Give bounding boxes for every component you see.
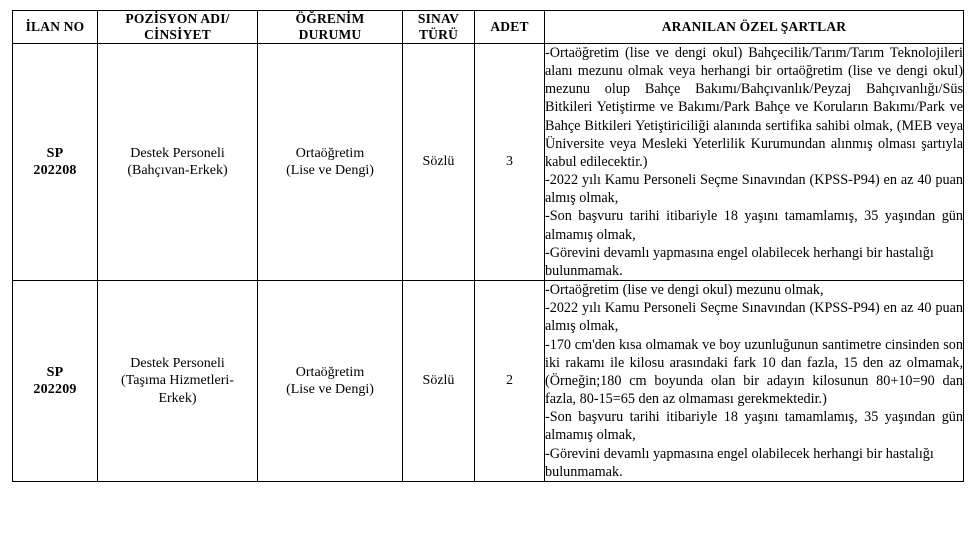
cell-adet: 2	[475, 281, 545, 482]
column-header-sinav-line1: SINAV	[417, 11, 460, 26]
table-header	[13, 11, 964, 44]
ogrenim-line1: Ortaöğretim	[295, 364, 365, 380]
cell-pozisyon	[98, 43, 258, 280]
cell-pozisyon	[98, 281, 258, 482]
column-header-adet-text: ADET	[490, 18, 529, 34]
sart-item: -2022 yılı Kamu Personeli Seçme Sınavından (KPSS-P94) en az 40 puan almış olmak,	[545, 172, 963, 207]
column-header-pozisyon-line2: CİNSİYET	[144, 26, 211, 42]
column-header-ogrenim	[258, 11, 403, 44]
sart-item: -Görevini devamlı yapmasına engel olabilecek herhangi bir hastalığı bulunmamak.	[545, 244, 934, 279]
column-header-pozisyon	[98, 11, 258, 44]
pozisyon-line3: Erkek)	[158, 390, 197, 406]
cell-ozel-sartlar	[545, 281, 964, 482]
cell-sinav-turu: Sözlü	[403, 281, 475, 482]
sart-item: -170 cm'den kısa olmamak ve boy uzunluğunun santimetre cinsinden son iki rakamı ile kilosu arasındaki fark 10 dan fazla, 15 den az olmamak, (Örneğin;180 cm boyunda olan bir adayın kilosunun 80+10=90 dan fazla, 80-15=65 den az olmaması gerekmektedir.)	[545, 336, 963, 408]
table-body	[13, 43, 964, 481]
column-header-pozisyon-line1: POZİSYON ADI/	[125, 11, 230, 26]
pozisyon-line1: Destek Personeli	[130, 145, 225, 161]
column-header-sinav-turu	[403, 11, 475, 44]
sart-item: -Ortaöğretim (lise ve dengi okul) Bahçecilik/Tarım/Tarım Teknolojileri alanı mezunu olmak veya herhangi bir ortaöğretim (lise ve dengi okul) mezunu olup Bahçe Bakımı/Bahçıvanlık/Peyzaj Bahçıvanlığı/Süs Bitkileri Yetiştirme ve Bakımı/Park Bahçe ve Koruların Bakımı/Park ve Bahçe Bitkileri Yetiştiriciliği alanında sertifika sahibi olmak, (MEB veya Üniversite veya Mesleki Yeterlilik Kurumundan alınmış olması şartıyla kabul edilecektir.)	[545, 44, 963, 170]
sart-item: -2022 yılı Kamu Personeli Seçme Sınavından (KPSS-P94) en az 40 puan almış olmak,	[545, 300, 963, 335]
cell-sinav-turu: Sözlü	[403, 43, 475, 280]
cell-ilan-no	[13, 43, 98, 280]
column-header-ogrenim-line2: DURUMU	[298, 26, 362, 42]
ilan-no-line2: 202209	[33, 382, 77, 398]
cell-ogrenim-durumu	[258, 43, 403, 280]
column-header-adet	[475, 11, 545, 44]
cell-adet: 3	[475, 43, 545, 280]
table-row	[13, 281, 964, 482]
pozisyon-line2: (Bahçıvan-Erkek)	[127, 162, 228, 178]
sart-item: -Görevini devamlı yapmasına engel olabilecek herhangi bir hastalığı bulunmamak.	[545, 445, 934, 480]
table-row	[13, 43, 964, 280]
job-announcement-table	[12, 10, 964, 482]
column-header-sinav-line2: TÜRÜ	[418, 26, 459, 42]
column-header-sartlar-text: ARANILAN ÖZEL ŞARTLAR	[661, 18, 847, 34]
sart-item: -Son başvuru tarihi itibariyle 18 yaşını tamamlamış, 35 yaşından gün almamış olmak,	[545, 208, 963, 243]
pozisyon-line2: (Taşıma Hizmetleri-	[121, 373, 234, 389]
cell-ozel-sartlar	[545, 43, 964, 280]
cell-ilan-no	[13, 281, 98, 482]
table-header-row	[13, 11, 964, 44]
ogrenim-line2: (Lise ve Dengi)	[286, 382, 374, 398]
column-header-ozel-sartlar	[545, 11, 964, 44]
ogrenim-line2: (Lise ve Dengi)	[286, 162, 374, 178]
sart-item: -Ortaöğretim (lise ve dengi okul) mezunu olmak,	[545, 282, 824, 299]
column-header-ilan-no-text: İLAN NO	[25, 18, 85, 34]
column-header-ogrenim-line1: ÖĞRENİM	[295, 11, 365, 26]
ilan-no-line1: SP	[46, 364, 64, 380]
cell-ogrenim-durumu	[258, 281, 403, 482]
ogrenim-line1: Ortaöğretim	[295, 145, 365, 161]
pozisyon-line1: Destek Personeli	[130, 356, 225, 372]
ilan-no-line1: SP	[46, 145, 64, 161]
ilan-no-line2: 202208	[33, 162, 77, 178]
sart-item: -Son başvuru tarihi itibariyle 18 yaşını tamamlamış, 35 yaşından gün almamış olmak,	[545, 409, 963, 444]
column-header-ilan-no	[13, 11, 98, 44]
